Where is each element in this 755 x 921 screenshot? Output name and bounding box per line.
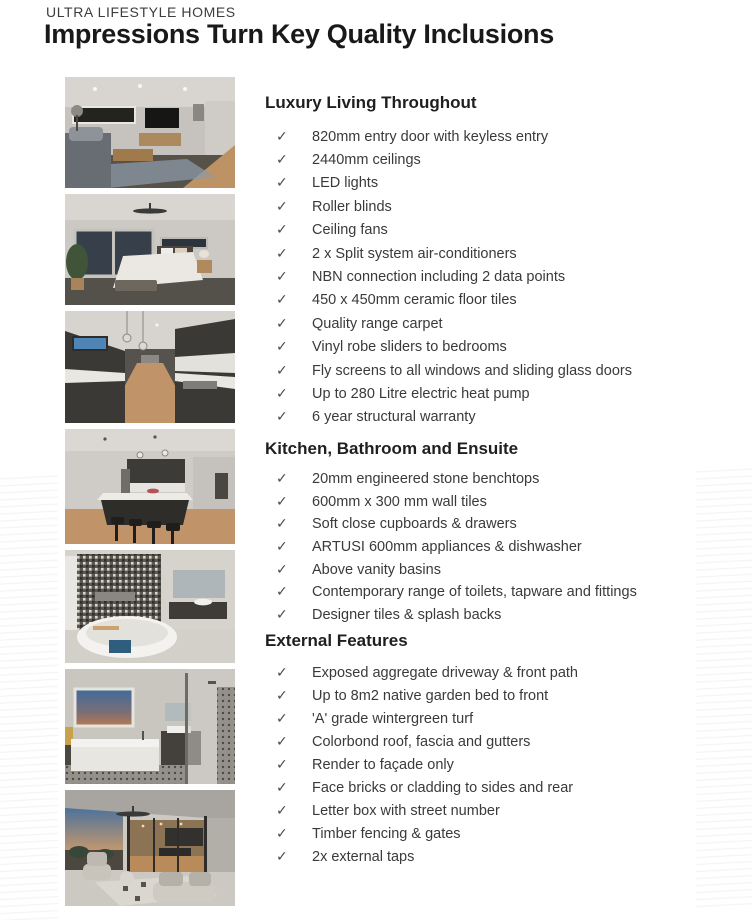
check-icon: ✓ (276, 779, 288, 796)
feature-item (265, 219, 740, 242)
feature-item (265, 536, 740, 559)
photo-bathroom-shower (65, 669, 235, 784)
photo-kitchen-island (65, 429, 235, 544)
feature-text: 2440mm ceilings (312, 152, 421, 169)
feature-item (265, 172, 740, 195)
photo-living-room (65, 77, 235, 188)
feature-item (265, 581, 740, 604)
feature-text: 600mm x 300 mm wall tiles (312, 493, 487, 510)
check-icon: ✓ (276, 825, 288, 842)
feature-text: NBN connection including 2 data points (312, 269, 566, 286)
section-title: External Features (265, 631, 408, 650)
check-icon: ✓ (276, 664, 288, 681)
check-icon: ✓ (276, 687, 288, 704)
feature-item (265, 195, 740, 218)
left-edge-texture (0, 473, 58, 920)
section-external-features (265, 631, 740, 868)
feature-text: 6 year structural warranty (312, 409, 476, 426)
feature-text: Render to façade only (312, 756, 454, 773)
feature-item (265, 148, 740, 171)
feature-item (265, 382, 740, 405)
check-icon: ✓ (276, 516, 288, 533)
feature-text: 20mm engineered stone benchtops (312, 471, 540, 488)
photo-bedroom (65, 194, 235, 305)
feature-text: LED lights (312, 175, 379, 192)
check-icon: ✓ (276, 292, 288, 309)
check-icon: ✓ (276, 152, 288, 169)
feature-item (265, 406, 740, 429)
feature-item (265, 513, 740, 536)
photo-bathroom-freestanding-bath (65, 550, 235, 663)
check-icon: ✓ (276, 315, 288, 332)
feature-item (265, 661, 740, 684)
feature-text: Above vanity basins (312, 561, 441, 578)
check-icon: ✓ (276, 222, 288, 239)
feature-item (265, 491, 740, 514)
feature-item (265, 845, 740, 868)
feature-text: 820mm entry door with keyless entry (312, 128, 549, 145)
section-title: Kitchen, Bathroom and Ensuite (265, 439, 519, 458)
photo-column (65, 77, 235, 906)
feature-text: Roller blinds (312, 198, 392, 215)
feature-text: Exposed aggregate driveway & front path (312, 664, 578, 681)
feature-item (265, 312, 740, 335)
check-icon: ✓ (276, 362, 288, 379)
photo-alfresco (65, 790, 235, 906)
check-icon: ✓ (276, 802, 288, 819)
feature-item (265, 558, 740, 581)
feature-item (265, 289, 740, 312)
check-icon: ✓ (276, 385, 288, 402)
feature-text: Colorbond roof, fascia and gutters (312, 733, 531, 750)
check-icon: ✓ (276, 339, 288, 356)
check-icon: ✓ (276, 733, 288, 750)
feature-item (265, 359, 740, 382)
check-icon: ✓ (276, 493, 288, 510)
feature-item (265, 753, 740, 776)
feature-text: Soft close cupboards & drawers (312, 516, 517, 533)
feature-text: 2x external taps (312, 848, 415, 865)
feature-text: Quality range carpet (312, 315, 443, 332)
check-icon: ✓ (276, 471, 288, 488)
check-icon: ✓ (276, 848, 288, 865)
check-icon: ✓ (276, 409, 288, 426)
feature-item (265, 242, 740, 265)
feature-item (265, 336, 740, 359)
feature-text: Face bricks or cladding to sides and rear (312, 779, 574, 796)
page-title: Impressions Turn Key Quality Inclusions (44, 19, 554, 49)
feature-text: 2 x Split system air-conditioners (312, 245, 517, 262)
feature-item (265, 684, 740, 707)
check-icon: ✓ (276, 584, 288, 601)
feature-text: ARTUSI 600mm appliances & dishwasher (312, 539, 582, 556)
feature-item (265, 776, 740, 799)
feature-item (265, 604, 740, 627)
check-icon: ✓ (276, 245, 288, 262)
feature-item (265, 468, 740, 491)
feature-item (265, 799, 740, 822)
check-icon: ✓ (276, 561, 288, 578)
check-icon: ✓ (276, 128, 288, 145)
check-icon: ✓ (276, 539, 288, 556)
check-icon: ✓ (276, 756, 288, 773)
feature-list (265, 661, 740, 868)
feature-text: 'A' grade wintergreen turf (312, 710, 474, 727)
feature-text: Ceiling fans (312, 222, 388, 239)
feature-list (265, 125, 740, 429)
check-icon: ✓ (276, 269, 288, 286)
feature-text: Contemporary range of toilets, tapware and fittings (312, 584, 637, 601)
feature-text: Up to 280 Litre electric heat pump (312, 385, 530, 402)
check-icon: ✓ (276, 710, 288, 727)
feature-item (265, 730, 740, 753)
check-icon: ✓ (276, 175, 288, 192)
feature-text: Timber fencing & gates (312, 825, 461, 842)
feature-text: Designer tiles & splash backs (312, 606, 502, 623)
section-title: Luxury Living Throughout (265, 93, 477, 112)
section-luxury-living (265, 93, 740, 429)
check-icon: ✓ (276, 198, 288, 215)
feature-text: Up to 8m2 native garden bed to front (312, 687, 549, 704)
feature-item (265, 125, 740, 148)
feature-text: Vinyl robe sliders to bedrooms (312, 339, 507, 356)
section-kitchen-bathroom-ensuite (265, 439, 740, 626)
feature-text: Letter box with street number (312, 802, 500, 819)
feature-item (265, 265, 740, 288)
check-icon: ✓ (276, 606, 288, 623)
feature-item (265, 707, 740, 730)
brand-line: ULTRA LIFESTYLE HOMES (46, 4, 236, 20)
feature-item (265, 822, 740, 845)
feature-text: 450 x 450mm ceramic floor tiles (312, 292, 517, 309)
feature-text: Fly screens to all windows and sliding glass doors (312, 362, 632, 379)
feature-list (265, 468, 740, 626)
photo-kitchen-galley (65, 311, 235, 423)
